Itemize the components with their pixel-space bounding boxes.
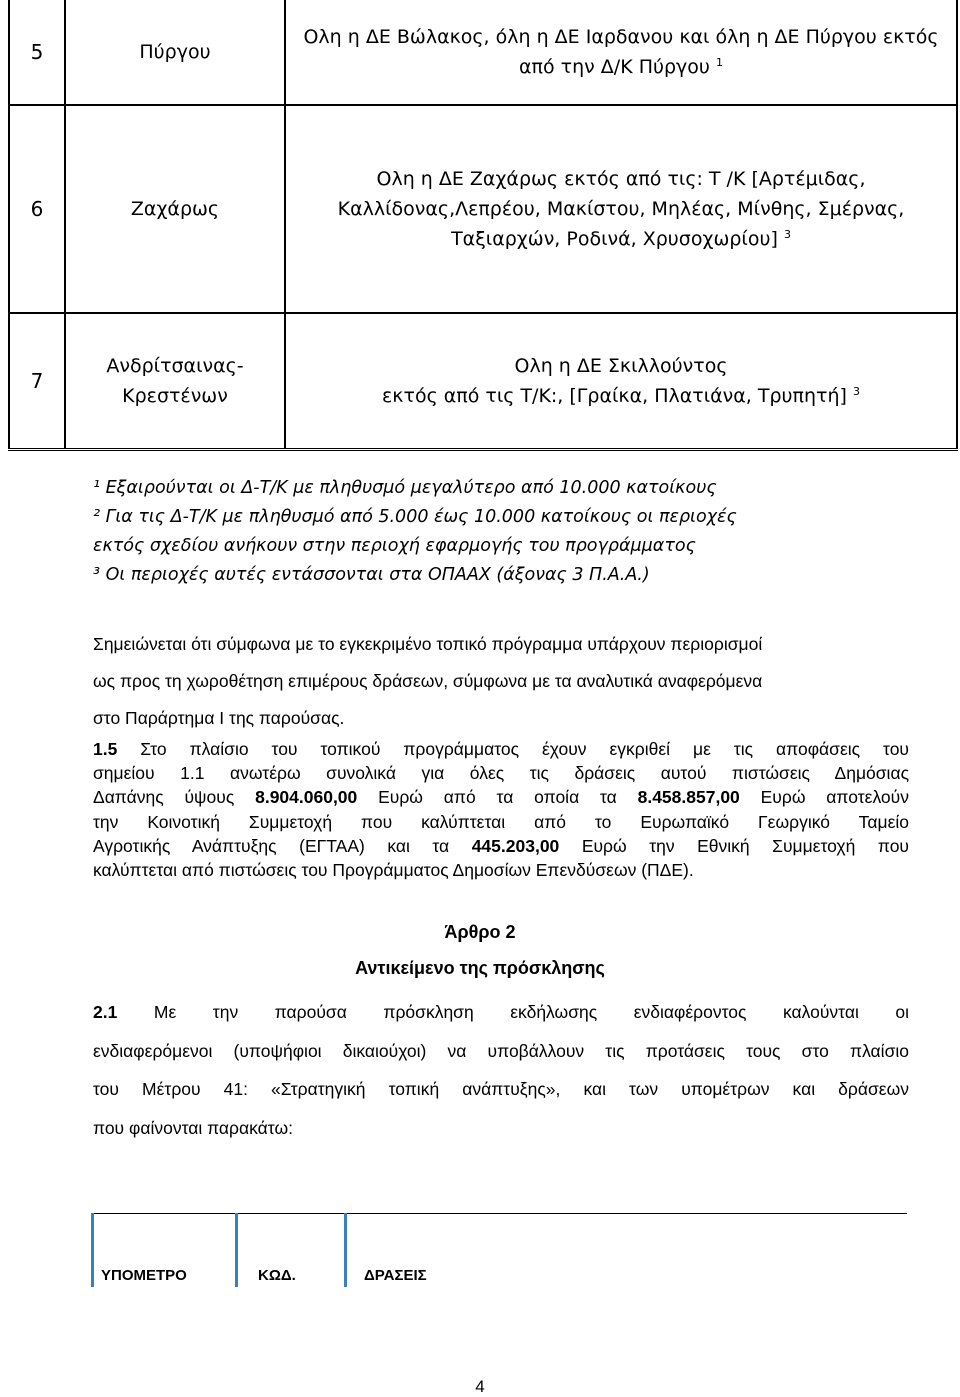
row-number: 5: [9, 0, 65, 105]
area-name: Ζαχάρως: [65, 105, 285, 313]
note-line: Σημειώνεται ότι σύμφωνα με το εγκεκριμένο τοπικό πρόγραμμα υπάρχουν περιορισμοί: [93, 634, 763, 654]
paragraph-number: 1.5: [93, 739, 118, 759]
note-line: ως προς τη χωροθέτηση επιμέρους δράσεων, σύμφωνα με τα αναλυτικά αναφερόμενα: [93, 671, 763, 691]
amount-community: 8.458.857,00: [637, 787, 740, 808]
paragraph-2-1: 2.1 Με την παρούσα πρόσκληση εκδήλωσης ενδιαφέροντος καλούνται οι ενδιαφερόμενοι (υποψήφιοι δικαιούχοι) να υποβάλλουν τις προτάσεις τους στο πλαίσιο του Μέτρου 41: «Στρατηγική τοπική ανάπτυξης», και των υπομέτρων και δράσεων που φαίνονται παρακάτω:: [93, 1002, 909, 1138]
area-name: Ανδρίτσαινας- Κρεστένων: [65, 313, 285, 450]
column-header-submeasure: ΥΠΟΜΕΤΡΟ: [101, 1267, 187, 1284]
area-description: Ολη η ΔΕ Ζαχάρως εκτός από τις: Τ /Κ [Αρτέμιδας, Καλλίδονας,Λεπρέου, Μακίστου, Μηλέας, Μίνθης, Σμέρνας, Ταξιαρχών, Ροδινά, Χρυσοχωρίου] $^3$: [285, 105, 957, 313]
area-description: Ολη η ΔΕ Βώλακος, όλη η ΔΕ Ιαρδανου και όλη η ΔΕ Πύργου εκτός από την Δ/Κ Πύργου $^1$: [285, 0, 957, 105]
note-line: στο Παράρτημα Ι της παρούσας.: [93, 708, 345, 728]
page-number: 4: [475, 1377, 485, 1396]
paragraph-number: 2.1: [93, 1002, 118, 1022]
table-row: [9, 0, 957, 105]
areas-table: [8, 0, 958, 451]
row-number: 6: [9, 105, 65, 313]
footnote-3: ³ Οι περιοχές αυτές εντάσσονται στα ΟΠΑΑΧ (άξονας 3 Π.Α.Α.): [93, 565, 650, 585]
measures-table: [91, 1213, 907, 1287]
footnote-1: ¹ Εξαιρούνται οι Δ-Τ/Κ με πληθυσμό μεγαλύτερο από 10.000 κατοίκους: [93, 478, 717, 498]
paragraph-1-5: 1.5 Στο πλαίσιο του τοπικού προγράμματος έχουν εγκριθεί με τις αποφάσεις του σημείου 1.1 ανωτέρω συνολικά για όλες τις δράσεις αυτού πιστώσεις Δημόσιας Δαπάνης ύψους 8.904.060,00 Ευρώ από τα οποία τα 8.458.857,00 Ευρώ αποτελούν την Κοινοτική Συμμετοχή που καλύπτεται από το Ευρωπαϊκό Γεωργικό Ταμείο Αγροτικής Ανάπτυξης (ΕΓΤΑΑ) και τα 445.203,00 Ευρώ την Εθνική Συμμετοχή που καλύπτεται από πιστώσεις του Προγράμματος Δημοσίων Επενδύσεων (ΠΔΕ).: [93, 739, 909, 881]
article-title: Άρθρο 2: [444, 922, 516, 942]
amount-total: 8.904.060,00: [255, 787, 358, 808]
article-subtitle: Αντικείμενο της πρόσκλησης: [355, 958, 605, 978]
table-row: [9, 105, 957, 313]
table-row: [9, 313, 957, 450]
footnote-2: ² Για τις Δ-Τ/Κ με πληθυσμό από 5.000 έως 10.000 κατοίκους οι περιοχές: [93, 507, 737, 527]
amount-national: 445.203,00: [471, 835, 560, 856]
column-header-code: ΚΩΔ.: [258, 1267, 296, 1284]
row-number: 7: [9, 313, 65, 450]
area-name: Πύργου: [65, 0, 285, 105]
column-header-actions: ΔΡΑΣΕΙΣ: [364, 1267, 427, 1284]
footnote-2-cont: εκτός σχεδίου ανήκουν στην περιοχή εφαρμογής του προγράμματος: [93, 536, 696, 556]
note-paragraph: [93, 626, 909, 737]
area-description: Ολη η ΔΕ Σκιλλούντος εκτός από τις Τ/Κ:, [Γραίκα, Πλατιάνα, Τρυπητή] $^3$: [285, 313, 957, 450]
footnotes: [93, 474, 737, 590]
